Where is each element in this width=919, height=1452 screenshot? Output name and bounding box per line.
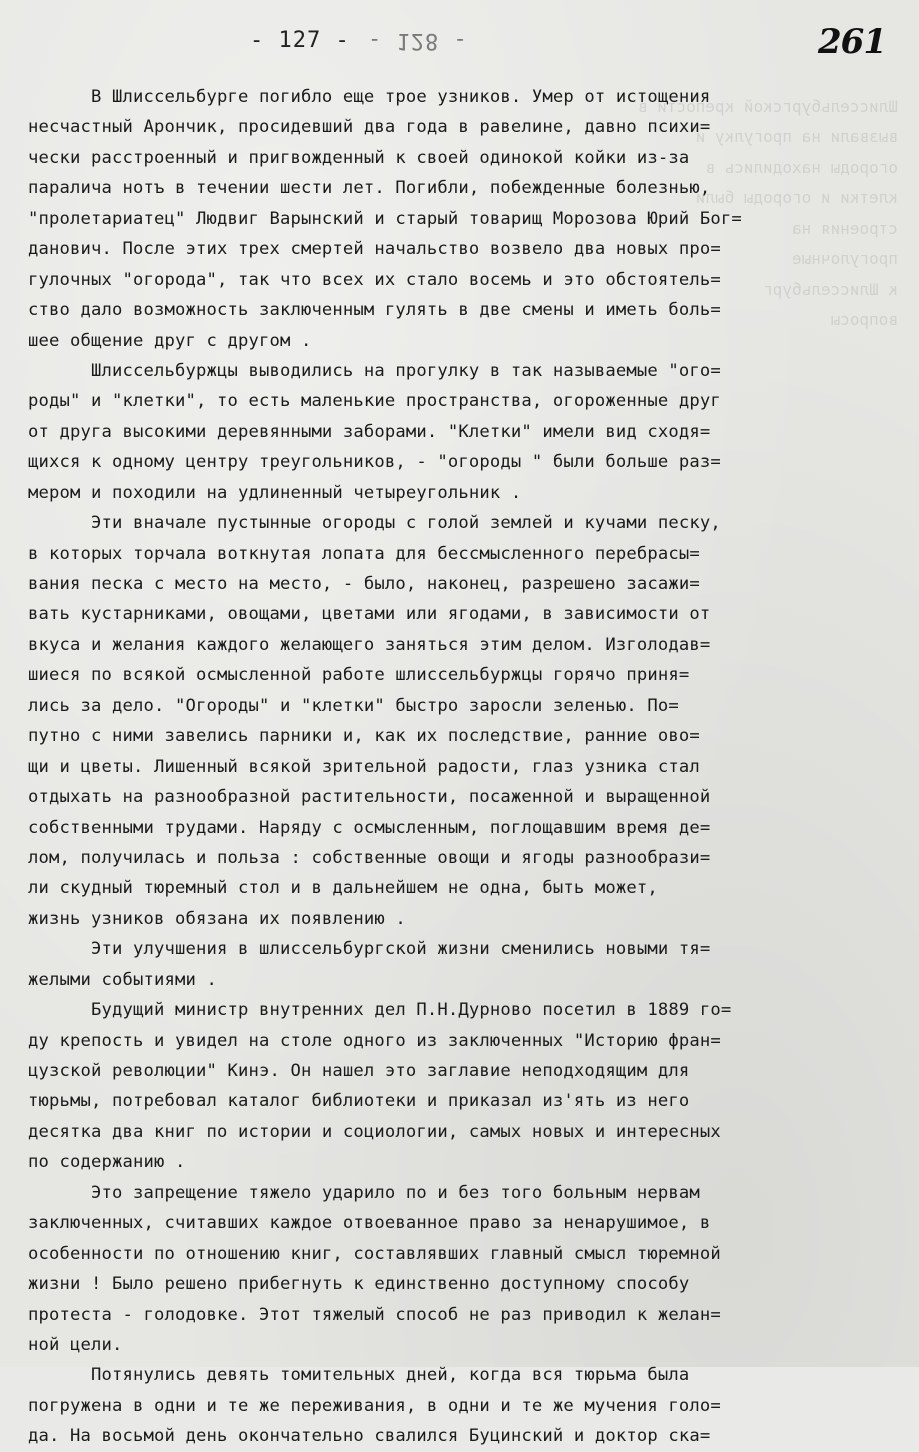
text-line: цузской революции" Кинэ. Он нашел это заглавие неподходящим для	[28, 1061, 690, 1081]
text-line: в которых торчала воткнутая лопата для бессмысленного перебрасы=	[28, 543, 700, 564]
page-number-mirrored: - 128 -	[368, 28, 468, 53]
text-line: жизни ! Было решено прибегнуть к единственно доступному способу	[28, 1274, 690, 1295]
text-line: паралича нотъ в течении шести лет. Погибли, побежденные болезнью,	[28, 178, 711, 199]
text-line: путно с ними завелись парники и, как их последствие, ранние ово=	[28, 726, 700, 747]
text-line: особенности по отношению книг, составлявших главный смысл тюремной	[28, 1243, 721, 1264]
text-line: жизнь узников обязана их появлению .	[28, 908, 406, 929]
text-line: желыми событиями .	[28, 969, 217, 990]
text-line: ли скудный тюремный стол и в дальнейшем не одна, быть может,	[28, 878, 658, 899]
text-line: от друга высокими деревянными заборами. "Клетки" имели вид сходя=	[28, 421, 711, 442]
text-line: В Шлиссельбурге погибло еще трое узников. Умер от истощения	[28, 87, 711, 107]
text-line: протеста - голодовке. Этот тяжелый способ не раз приводил к желан=	[28, 1304, 721, 1325]
text-line: шиеся по всякой осмысленной работе шлиссельбуржцы горячо приня=	[28, 665, 690, 686]
text-line: ду крепость и увидел на столе одного из заключенных "Историю фран=	[28, 1030, 721, 1051]
text-line: несчастный Арончик, просидевший два года в равелине, давно психи=	[28, 117, 711, 138]
text-line: щихся к одному центру треугольников, - "огороды " были больше раз=	[28, 452, 721, 473]
text-line: собственными трудами. Наряду с осмысленным, поглощавшим время де=	[28, 817, 711, 838]
text-line: "пролетариатец" Людвиг Варынский и старый товарищ Морозова Юрий Бог=	[28, 208, 742, 229]
text-line: Это запрещение тяжело ударило по и без того больным нервам	[28, 1182, 700, 1203]
page-header	[0, 22, 919, 62]
text-line: Шлиссельбуржцы выводились на прогулку в так называемые "ого=	[28, 360, 721, 381]
text-line: гулочных "огорода", так что всех их стало восемь и это обстоятель=	[28, 269, 721, 290]
text-line: заключенных, считавших каждое отвоеванное право за ненарушимое, в	[28, 1213, 711, 1234]
text-line: чески расстроенный и пригвожденный к своей одинокой койки из-за	[28, 147, 690, 168]
text-line: мером и походили на удлиненный четыреугольник .	[28, 482, 522, 503]
text-line: вать кустарниками, овощами, цветами или ягодами, в зависимости от	[28, 604, 711, 625]
text-line: шее общение друг с другом .	[28, 330, 312, 351]
text-line: вкуса и желания каждого желающего заняться этим делом. Изголодав=	[28, 634, 711, 655]
text-line: тюрьмы, потребовал каталог библиотеки и приказал из'ять из него	[28, 1091, 690, 1112]
text-line: Эти улучшения в шлиссельбургской жизни сменились новыми тя=	[28, 939, 711, 960]
body-text	[28, 82, 898, 1452]
page-number: - 127 -	[250, 28, 350, 53]
bleed-through-text: Шлиссельбургской крепости в вызвали на прогулку и огороды находились в клетки и огороды были строения на прогулочные к Шлиссельбург вопросы	[637, 97, 898, 330]
text-line: Будущий министр внутренних дел П.Н.Дурново посетил в 1889 го=	[28, 1000, 732, 1021]
text-line: щи и цветы. Лишенный всякой зрительной радости, глаз узника стал	[28, 756, 700, 777]
text-line: ство дало возможность заключенным гулять в две смены и иметь боль=	[28, 300, 721, 321]
text-line: вания песка с место на место, - было, наконец, разрешено засажи=	[28, 574, 700, 594]
text-line: Потянулись девять томительных дней, когда вся тюрьма была	[28, 1365, 690, 1386]
text-line: по содержанию .	[28, 1152, 186, 1173]
archive-number-handwritten: 261	[818, 22, 886, 62]
text-line: погружена в одни и те же переживания, в одни и те же мучения голо=	[28, 1395, 721, 1416]
text-line: лись за дело. "Огороды" и "клетки" быстро заросли зеленью. По=	[28, 695, 679, 716]
text-line: роды" и "клетки", то есть маленькие пространства, огороженные друг	[28, 391, 721, 412]
text-line: Эти вначале пустынные огороды с голой землей и кучами песку,	[28, 513, 721, 534]
text-line: данович. После этих трех смертей начальство возвело два новых про=	[28, 239, 721, 260]
text-line: лом, получилась и польза : собственные овощи и ягоды разнообрази=	[28, 847, 711, 868]
text-line: десятка два книг по истории и социологии, самых новых и интересных	[28, 1121, 721, 1142]
text-line: отдыхать на разнообразной растительности, посаженной и выращенной	[28, 787, 711, 808]
text-line: ной цели.	[28, 1334, 123, 1355]
text-line: да. На восьмой день окончательно свалился Буцинский и доктор ска=	[28, 1426, 711, 1447]
